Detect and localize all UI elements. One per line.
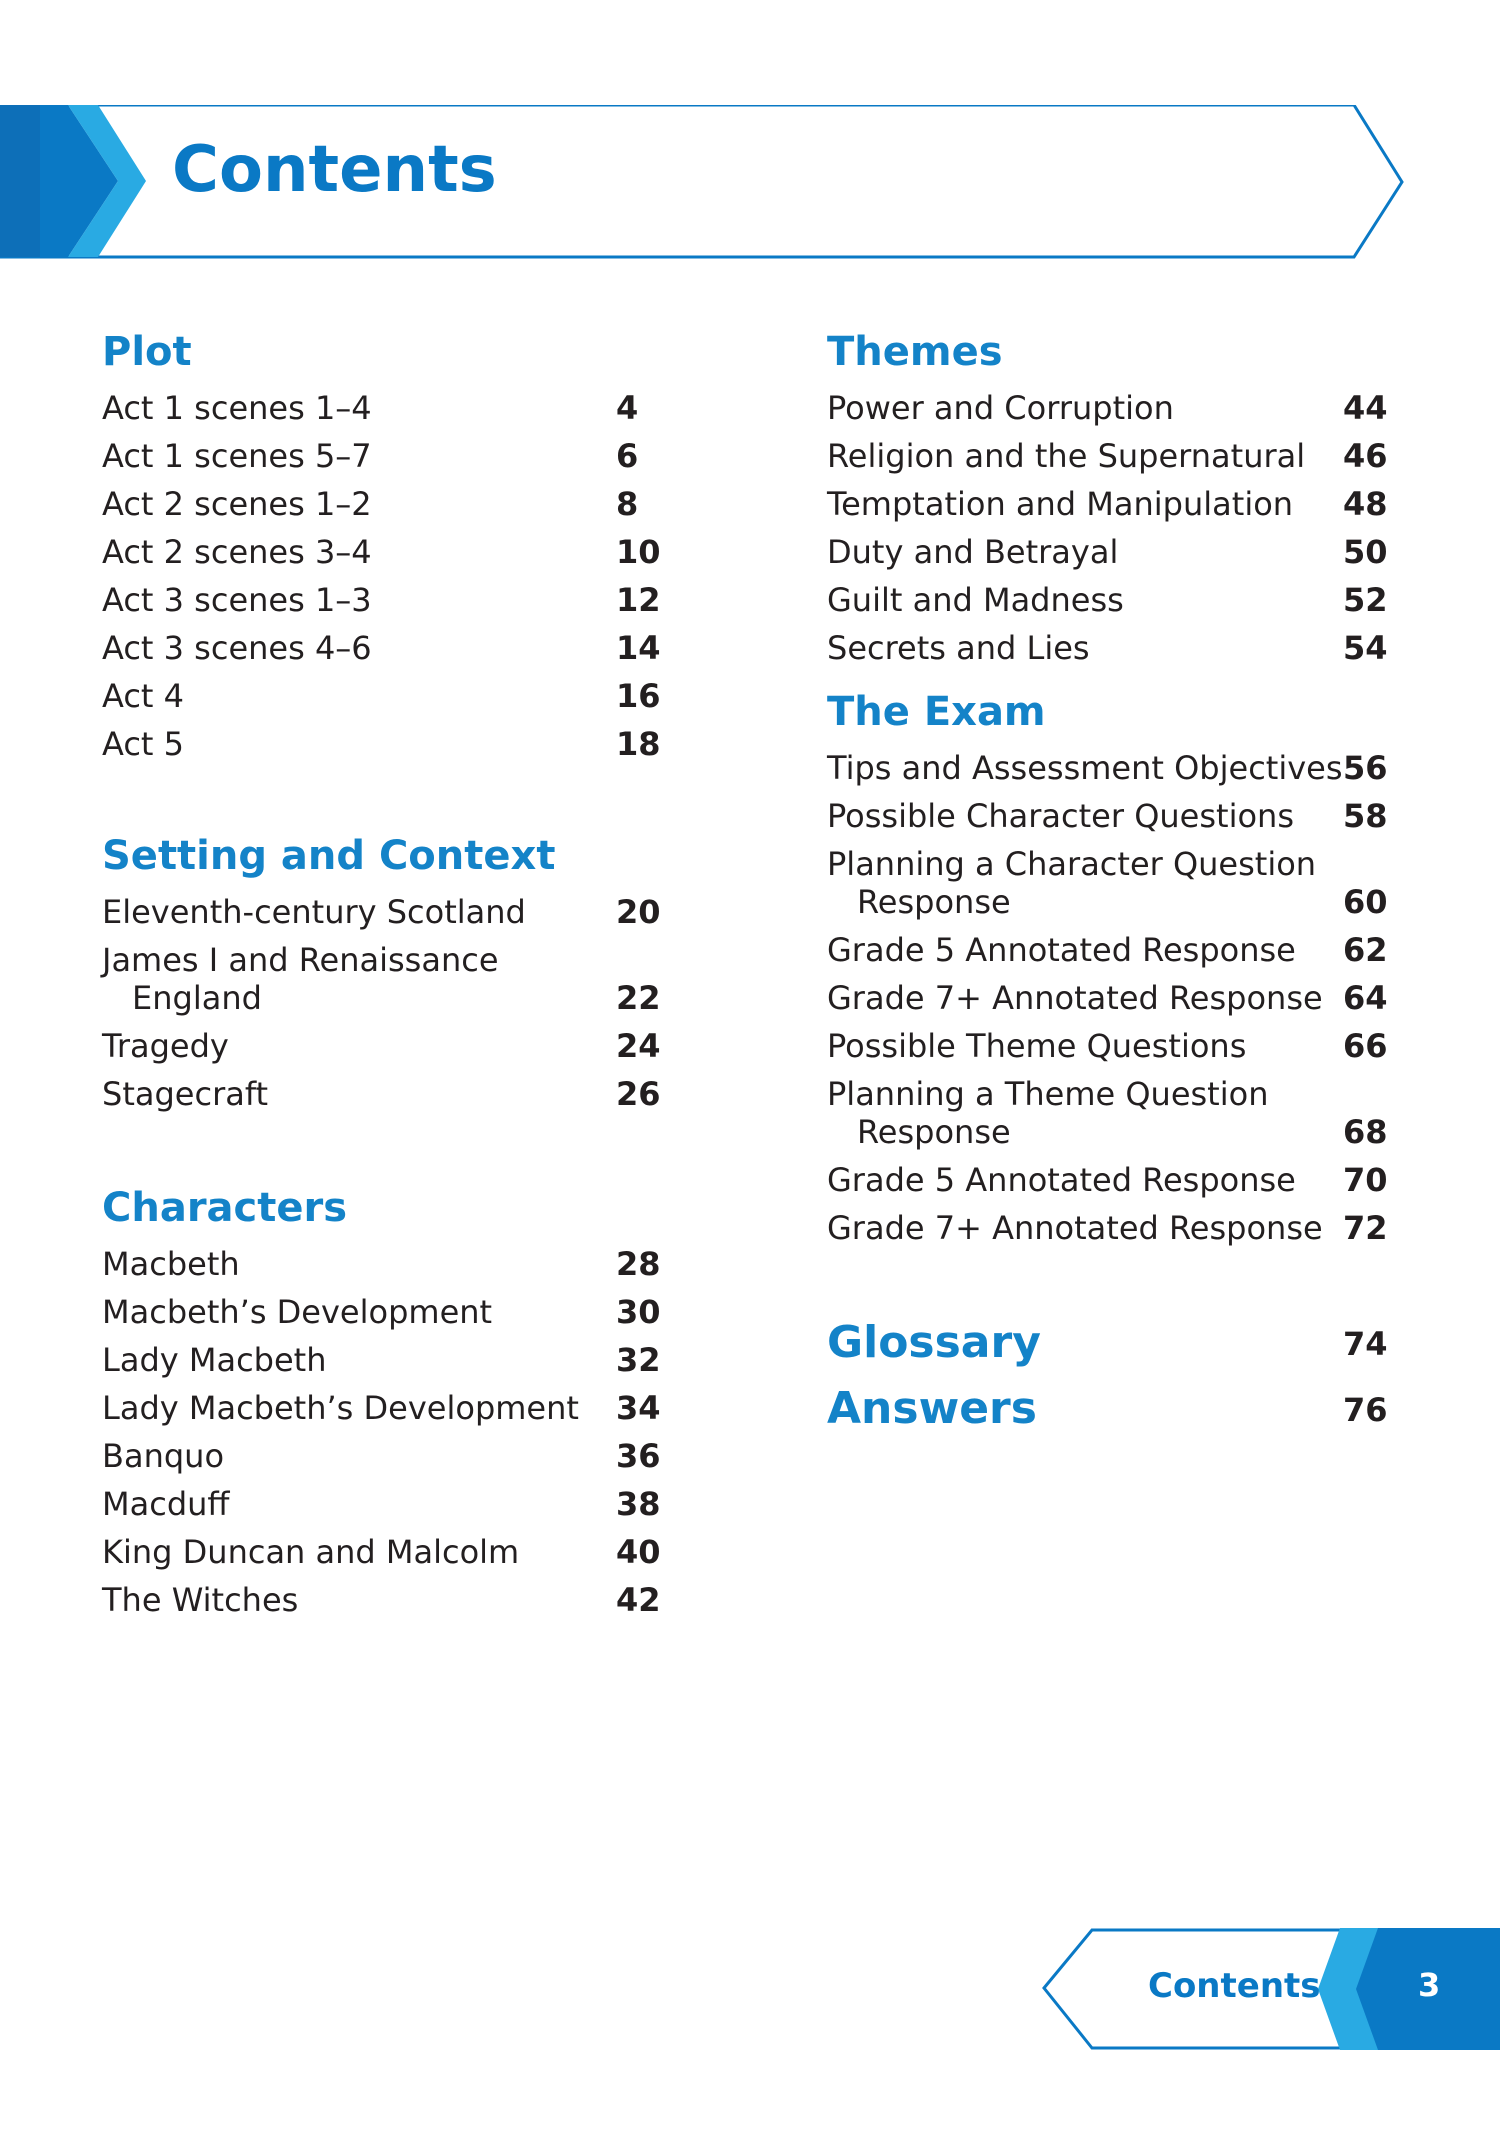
- toc-entry[interactable]: [102, 1288, 662, 1336]
- toc-entry-page: 58: [1343, 797, 1388, 835]
- toc-entry[interactable]: [102, 432, 662, 480]
- toc-entry-label: Possible Theme Questions: [827, 1027, 1247, 1065]
- toc-entry[interactable]: [102, 528, 662, 576]
- toc-entry-label: Grade 5 Annotated Response: [827, 931, 1296, 969]
- toc-entry[interactable]: [102, 1240, 662, 1288]
- toc-entry-page: 38: [616, 1485, 661, 1523]
- toc-entry-page: 52: [1343, 581, 1388, 619]
- toc-entry-label: Act 2 scenes 1–2: [102, 485, 372, 523]
- toc-entry-label: Possible Character Questions: [827, 797, 1294, 835]
- toc-entry-label: Stagecraft: [102, 1075, 269, 1113]
- toc-entry[interactable]: [102, 1384, 662, 1432]
- section-plot: [102, 324, 662, 768]
- toc-entry-label: Grade 7+ Annotated Response: [827, 979, 1323, 1017]
- toc-entry-page: 68: [1343, 1113, 1388, 1151]
- contents-left-column: [102, 324, 662, 1624]
- toc-entry[interactable]: [102, 480, 662, 528]
- toc-entry-label: Temptation and Manipulation: [827, 485, 1294, 523]
- toc-entry[interactable]: [102, 1528, 662, 1576]
- toc-entry[interactable]: [102, 1336, 662, 1384]
- toc-entry-label-continued: Response: [857, 1113, 1011, 1151]
- toc-entry-page: 72: [1343, 1209, 1388, 1247]
- section-heading-characters: Characters: [102, 1185, 348, 1231]
- section-heading-plot: Plot: [102, 329, 192, 375]
- toc-entry-label: Macbeth: [102, 1245, 240, 1283]
- toc-entry-page: 18: [616, 725, 661, 763]
- toc-entry-glossary[interactable]: [827, 1310, 1387, 1376]
- toc-entry-page: 6: [616, 437, 639, 475]
- toc-entry[interactable]: [827, 576, 1387, 624]
- toc-entry-page: 42: [616, 1581, 661, 1619]
- section-the-exam: [827, 684, 1387, 1252]
- toc-entry-label: Act 3 scenes 1–3: [102, 581, 372, 619]
- toc-entry-page: 22: [616, 979, 661, 1017]
- toc-entry-page: 24: [616, 1027, 661, 1065]
- toc-entry-label: Power and Corruption: [827, 389, 1174, 427]
- toc-entry-label-continued: Response: [857, 883, 1011, 921]
- toc-entry-label: Guilt and Madness: [827, 581, 1124, 619]
- toc-entry-label: Grade 5 Annotated Response: [827, 1161, 1296, 1199]
- footer-contents-label: Contents: [1148, 1966, 1321, 2006]
- toc-entry[interactable]: [102, 384, 662, 432]
- toc-entry-page: 60: [1343, 883, 1388, 921]
- toc-entry[interactable]: [102, 936, 662, 1022]
- toc-entry-page: 76: [1343, 1391, 1388, 1429]
- toc-entry-page: 70: [1343, 1161, 1388, 1199]
- toc-entry-page: 46: [1343, 437, 1388, 475]
- toc-entry-label-continued: England: [132, 979, 262, 1017]
- toc-entry-page: 4: [616, 389, 639, 427]
- section-setting-and-context: [102, 828, 662, 1118]
- toc-entry-label: Grade 7+ Annotated Response: [827, 1209, 1323, 1247]
- toc-entry-page: 30: [616, 1293, 661, 1331]
- toc-entry-page: 54: [1343, 629, 1388, 667]
- toc-entry-page: 56: [1343, 749, 1388, 787]
- toc-entry[interactable]: [827, 926, 1387, 974]
- toc-entry-page: 40: [616, 1533, 661, 1571]
- section-heading-setting-and-context: Setting and Context: [102, 833, 556, 879]
- section-heading-themes: Themes: [827, 329, 1003, 375]
- toc-entry-page: 62: [1343, 931, 1388, 969]
- toc-entry[interactable]: [827, 1070, 1387, 1156]
- toc-entry-label: James I and Renaissance: [102, 941, 499, 979]
- toc-entry[interactable]: [827, 974, 1387, 1022]
- toc-entry-label: The Witches: [102, 1581, 299, 1619]
- toc-entry-page: 12: [616, 581, 661, 619]
- toc-entry-page: 74: [1343, 1325, 1388, 1363]
- toc-entry[interactable]: [102, 576, 662, 624]
- toc-entry-label: Macduff: [102, 1485, 230, 1523]
- toc-entry-page: 66: [1343, 1027, 1388, 1065]
- toc-entry-label: King Duncan and Malcolm: [102, 1533, 520, 1571]
- toc-entry[interactable]: [102, 672, 662, 720]
- toc-entry[interactable]: [827, 1022, 1387, 1070]
- toc-entry-label: Duty and Betrayal: [827, 533, 1119, 571]
- toc-entry[interactable]: [102, 624, 662, 672]
- toc-entry-page: 16: [616, 677, 661, 715]
- toc-entry-label: Act 1 scenes 5–7: [102, 437, 372, 475]
- toc-entry[interactable]: [102, 1070, 662, 1118]
- toc-entry-label: Secrets and Lies: [827, 629, 1090, 667]
- section-characters: [102, 1180, 662, 1624]
- toc-entry[interactable]: [102, 720, 662, 768]
- section-heading-glossary: Glossary: [827, 1317, 1041, 1368]
- toc-entry-label: Banquo: [102, 1437, 225, 1475]
- toc-entry[interactable]: [102, 888, 662, 936]
- section-heading-the-exam: The Exam: [827, 689, 1046, 735]
- page-title: Contents: [172, 133, 497, 207]
- toc-entry[interactable]: [827, 432, 1387, 480]
- toc-entry-page: 48: [1343, 485, 1388, 523]
- toc-entry-label: Planning a Character Question: [827, 845, 1317, 883]
- toc-entry-page: 26: [616, 1075, 661, 1113]
- toc-entry-page: 44: [1343, 389, 1388, 427]
- toc-entry-page: 20: [616, 893, 661, 931]
- toc-entry-page: 64: [1343, 979, 1388, 1017]
- toc-entry-label: Act 1 scenes 1–4: [102, 389, 372, 427]
- contents-right-column: [827, 324, 1387, 1442]
- section-heading-answers: Answers: [827, 1383, 1037, 1434]
- toc-entry[interactable]: [827, 1156, 1387, 1204]
- toc-entry[interactable]: [102, 1480, 662, 1528]
- toc-entry[interactable]: [827, 792, 1387, 840]
- toc-entry-label: Act 3 scenes 4–6: [102, 629, 372, 667]
- toc-entry-label: Eleventh-century Scotland: [102, 893, 526, 931]
- section-themes: [827, 324, 1387, 672]
- toc-entry[interactable]: [827, 624, 1387, 672]
- toc-entry[interactable]: [827, 528, 1387, 576]
- toc-entry[interactable]: [102, 1022, 662, 1070]
- toc-entry-page: 34: [616, 1389, 661, 1427]
- toc-entry-page: 10: [616, 533, 661, 571]
- page-number: 3: [1418, 1966, 1441, 2004]
- toc-entry-label: Act 5: [102, 725, 184, 763]
- toc-entry-label: Tragedy: [102, 1027, 229, 1065]
- toc-entry-label: Religion and the Supernatural: [827, 437, 1306, 475]
- toc-entry[interactable]: [827, 480, 1387, 528]
- toc-entry-page: 8: [616, 485, 639, 523]
- toc-entry-page: 28: [616, 1245, 661, 1283]
- toc-entry-page: 14: [616, 629, 661, 667]
- toc-entry[interactable]: [827, 1204, 1387, 1252]
- toc-entry-label: Lady Macbeth’s Development: [102, 1389, 579, 1427]
- toc-entry-page: 50: [1343, 533, 1388, 571]
- toc-entry-page: 32: [616, 1341, 661, 1379]
- toc-entry[interactable]: [827, 744, 1387, 792]
- toc-entry-label: Tips and Assessment Objectives: [827, 749, 1343, 787]
- toc-entry[interactable]: [102, 1576, 662, 1624]
- toc-entry-label: Act 2 scenes 3–4: [102, 533, 372, 571]
- toc-entry[interactable]: [827, 840, 1387, 926]
- toc-entry-answers[interactable]: [827, 1376, 1387, 1442]
- toc-entry-label: Lady Macbeth: [102, 1341, 327, 1379]
- toc-entry-label: Planning a Theme Question: [827, 1075, 1269, 1113]
- toc-entry-page: 36: [616, 1437, 661, 1475]
- toc-entry-label: Act 4: [102, 677, 184, 715]
- toc-entry[interactable]: [827, 384, 1387, 432]
- footer-contents-tab[interactable]: [1040, 1928, 1500, 2050]
- toc-entry-label: Macbeth’s Development: [102, 1293, 493, 1331]
- toc-entry[interactable]: [102, 1432, 662, 1480]
